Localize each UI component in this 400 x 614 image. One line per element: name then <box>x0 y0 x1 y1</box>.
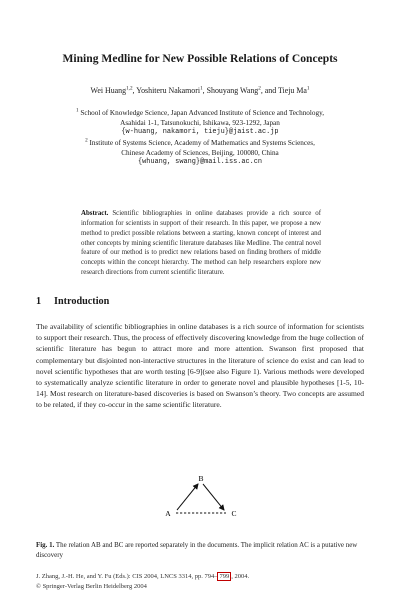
author-name: Tieju Ma <box>277 86 307 95</box>
author-list <box>0 86 400 95</box>
citation-text: J. Zhang, J.-H. He, and Y. Fu (Eds.): CIS 2004, LNCS 3314, pp. 794– <box>36 573 218 580</box>
node-a: A <box>165 509 171 518</box>
affiliation-1 <box>0 109 400 138</box>
section-heading <box>36 296 109 307</box>
author <box>91 86 137 95</box>
figure-1-diagram <box>150 472 250 534</box>
footer-copyright: © Springer-Verlag Berlin Heidelberg 2004 <box>36 583 147 590</box>
intro-paragraph: The availability of scientific bibliographies in online databases is a rich source of information for scientists to support their research. Thus, the process of effectively discovering knowledge from the huge collection of scientific literature has begun to attract more and more attention. Swanson first proposed that complementary but disjointed non-interactive structures in the literature of science do exist and can lead to novel scientific hypotheses that are worth testing [6-9](see also Figure 1). Various methods were developed to systematically analyze scientific literature in order to generate novel and plausible hypotheses [1-5, 10-14]. Most research on literature-based discoveries is based on Swanson’s theory. Two concepts are assumed to be related, if they co-occur in the same scientific literature. <box>36 322 364 410</box>
author-separator: , and <box>260 86 278 95</box>
author-name: Wei Huang <box>90 86 127 95</box>
author-separator: , <box>132 86 137 95</box>
affiliation-1-email[interactable]: {w-huang, nakamori, tieju}@jaist.ac.jp <box>121 128 279 137</box>
node-c: C <box>231 509 237 518</box>
section-number: 1 <box>36 296 42 307</box>
figure-1-label: Fig. 1. <box>36 541 55 549</box>
figure-1-caption-text: The relation AB and BC are reported separately in the documents. The implicit relation AC is a putative new discovery <box>36 541 358 559</box>
author-name: Shouyang Wang <box>206 86 259 95</box>
affiliation-1-line2: Asahidai 1-1, Tatsunokuchi, Ishikawa, 923-1292, Japan <box>120 118 280 127</box>
affiliation-2-line2: Chinese Academy of Sciences, Beijing, 100080, China <box>121 148 279 157</box>
affiliation-1-line1: School of Knowledge Science, Japan Advanced Institute of Science and Technology, <box>80 109 324 117</box>
author-affiliation-marker: 2 <box>258 85 261 92</box>
author-affiliation-marker: 1 <box>200 85 203 92</box>
author-affiliation-marker: 1 <box>306 85 310 92</box>
edge-a-b <box>177 484 198 510</box>
citation-page-link[interactable]: 799 <box>219 573 230 580</box>
author <box>207 86 278 95</box>
footer-citation <box>36 573 249 580</box>
author <box>136 86 206 95</box>
affiliation-2-marker: 2 <box>85 137 88 144</box>
author-separator: , <box>202 86 207 95</box>
section-title: Introduction <box>54 296 110 307</box>
abstract-text: Scientific bibliographies in online databases provide a rich source of information for scientists in support of their research. In this paper, we propose a new method to predict possible relations between a starting, known concept of interest and other concepts by mining scientific literature databases like Medline. The central novel feature of our method is to predict new relations based on finding brothers of middle concepts within the concept hierarchy. The method can help researchers explore new research directions from current scientific literature. <box>81 210 321 277</box>
affiliation-1-marker: 1 <box>76 107 79 114</box>
node-b: B <box>198 474 204 483</box>
affiliation-2 <box>0 139 400 168</box>
citation-year: , 2004. <box>231 573 250 580</box>
edge-b-c <box>203 484 224 510</box>
abstract-label: Abstract. <box>81 210 109 217</box>
author-name: Yoshiteru Nakamori <box>136 86 201 95</box>
abstract <box>81 209 321 278</box>
figure-1-caption <box>36 541 364 560</box>
affiliation-2-line1: Institute of Systems Science, Academy of Mathematics and Systems Sciences, <box>89 139 315 147</box>
paper-title: Mining Medline for New Possible Relations of Concepts <box>62 52 338 65</box>
author <box>278 86 309 95</box>
affiliation-2-email[interactable]: {whuang, swang}@mail.iss.ac.cn <box>137 158 263 167</box>
author-affiliation-marker: 1,2 <box>126 85 133 92</box>
